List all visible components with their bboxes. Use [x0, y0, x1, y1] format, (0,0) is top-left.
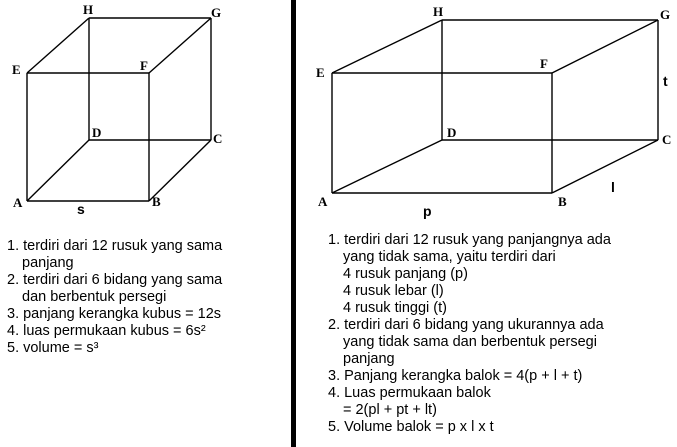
- cube-property-line: dan berbentuk persegi: [22, 289, 167, 305]
- cuboid-property-line: 2. terdiri dari 6 bidang yang ukurannya ada: [328, 317, 604, 333]
- cuboid-property-line: 5. Volume balok = p x l x t: [328, 419, 494, 435]
- cube-vertex-G: G: [211, 5, 222, 20]
- cube-vertex-A: A: [13, 195, 23, 210]
- cuboid-property-line: = 2(pl + pt + lt): [343, 402, 437, 418]
- edge-BC: [552, 140, 658, 193]
- cuboid-vertex-C: C: [662, 132, 672, 147]
- cuboid-vertex-D: D: [447, 125, 457, 140]
- cube-vertex-D: D: [92, 125, 102, 140]
- cuboid-properties: [328, 232, 611, 436]
- cube-side-label: s: [77, 201, 85, 217]
- cuboid-property-line: 1. terdiri dari 12 rusuk yang panjangnya ada: [328, 232, 611, 248]
- cube-property-line: panjang: [22, 255, 74, 271]
- cuboid-vertex-F: F: [540, 56, 548, 71]
- edge-DA: [332, 140, 442, 193]
- cube-properties: [7, 238, 222, 357]
- cube-property-line: 2. terdiri dari 6 bidang yang sama: [7, 272, 223, 288]
- cuboid-vertex-B: B: [558, 194, 567, 209]
- cube-vertex-C: C: [213, 131, 223, 146]
- cuboid-vertex-E: E: [316, 65, 325, 80]
- cube-property-line: 5. volume = s³: [7, 340, 99, 356]
- cuboid-vertex-H: H: [433, 4, 444, 19]
- cuboid-property-line: yang tidak sama, yaitu terdiri dari: [343, 249, 556, 265]
- cube-property-line: 1. terdiri dari 12 rusuk yang sama: [7, 238, 223, 254]
- cube-vertex-B: B: [152, 194, 161, 209]
- edge-FG: [552, 20, 658, 73]
- cuboid-vertex-A: A: [318, 194, 328, 209]
- cube-vertex-E: E: [12, 62, 21, 77]
- cuboid-property-line: 3. Panjang kerangka balok = 4(p + l + t): [328, 368, 583, 384]
- cuboid-property-line: 4 rusuk tinggi (t): [343, 300, 447, 316]
- cube-property-line: 4. luas permukaan kubus = 6s²: [7, 323, 206, 339]
- cuboid-property-line: panjang: [343, 351, 395, 367]
- cube-property-line: 3. panjang kerangka kubus = 12s: [7, 306, 222, 322]
- cuboid-vertex-G: G: [660, 7, 671, 22]
- cuboid-property-line: yang tidak sama dan berbentuk persegi: [343, 334, 597, 350]
- cuboid-width-label: l: [611, 179, 615, 195]
- cuboid-property-line: 4 rusuk panjang (p): [343, 266, 468, 282]
- cuboid-length-label: p: [423, 203, 432, 219]
- cuboid-property-line: 4. Luas permukaan balok: [328, 385, 491, 401]
- cube-vertex-F: F: [140, 58, 148, 73]
- cube-vertex-H: H: [83, 2, 94, 17]
- cuboid-height-label: t: [663, 73, 668, 89]
- edge-HE: [332, 20, 442, 73]
- cuboid-property-line: 4 rusuk lebar (l): [343, 283, 444, 299]
